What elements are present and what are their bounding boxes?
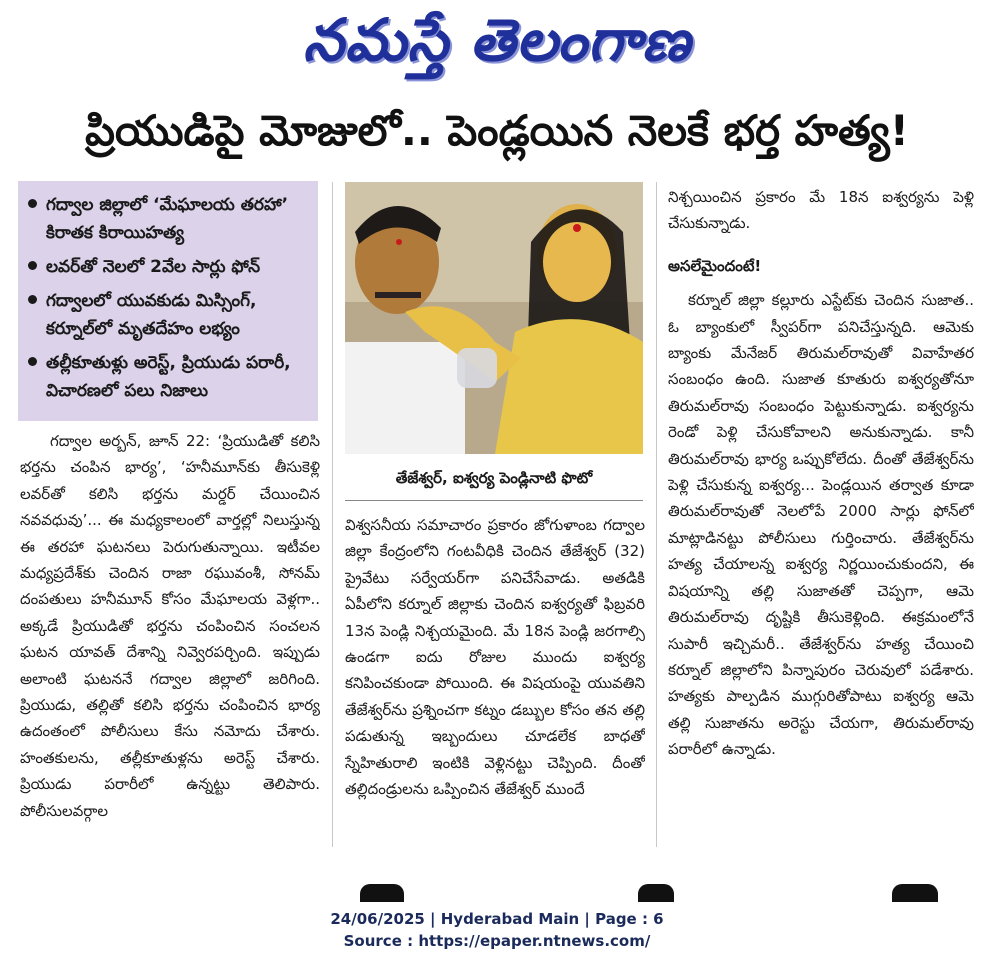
column3-paragraph-1: నిశ్చయించిన ప్రకారం మే 18న ఐశ్వర్యను పెళ్లి చేసుకున్నాడు. <box>668 188 974 233</box>
highlight-text: తల్లీకూతుళ్లు అరెస్ట్, ప్రియుడు పరారీ, విచారణలో పలు నిజాలు <box>46 353 291 401</box>
masthead <box>0 0 994 88</box>
highlight-item <box>28 253 310 281</box>
footer-source: Source : https://epaper.ntnews.com/ <box>343 932 651 950</box>
highlights-list <box>28 191 310 405</box>
bullet-icon <box>28 295 37 304</box>
bullet-icon <box>28 261 37 270</box>
highlight-item <box>28 287 310 343</box>
article-headline: ప్రియుడిపై మోజులో.. పెండ్లయిన నెలకే భర్త హత్య! <box>85 106 909 155</box>
column-divider <box>656 182 657 847</box>
column3-paragraph-2: కర్నూల్ జిల్లా కల్లూరు ఎస్టేట్‌కు చెందిన సుజాత.. ఓ బ్యాంకులో స్వీపర్‌గా పనిచేస్తున్నది. ఆమెకు బ్యాంకు మేనేజర్ తిరుమల్‌రావుతో వివాహేతర సంబంధం ఉంది. సుజాత కూతురు ఐశ్వర్యతోనూ తిరుమల్‌రావు సంబంధం పెట్టుకున్నాడు. ఐశ్వర్యను రెండో పెళ్లి చేసుకోవాలని అనుకున్నాడు. కానీ తిరుమల్‌రావు భార్య ఒప్పుకోలేదు. దీంతో తేజేశ్వర్‌ను పెళ్లి చేసుకున్న ఐశ్వర్య... పెండ్లయిన తర్వాత కూడా తిరుమల్‌రావుతో నెలలోపే 2000 సార్లు ఫోన్‌లో మాట్లాడినట్టు పోలీసులు గుర్తించారు. తేజేశ్వర్‌ను హత్య చేయాలన్న ఐశ్వర్య నిర్ణయించుకుందని, ఈ విషయాన్ని తల్లి సుజాతతో చెప్పగా, ఆమె తిరుమల్‌రావు దృష్టికి తీసుకెళ్లింది. ఈక్రమంలోనే సుపారీ ఇచ్చిమరీ.. తేజేశ్వర్‌ను హత్య చేయించి కర్నూల్ జిల్లాలోని పిన్నాపురం చెరువులో పడేశారు. హత్యకు పాల్పడిన ముగ్గురితోపాటు ఐశ్వర్య ఆమె తల్లి సుజాతను అరెస్టు చేయగా, తిరుమల్‌రావు పరారీలో ఉన్నాడు. <box>668 291 974 759</box>
article-column-3 <box>668 184 974 844</box>
wedding-photo <box>345 182 643 454</box>
article-column-2: విశ్వసనీయ సమాచారం ప్రకారం జోగుళాంబ గద్వాల జిల్లా కేంద్రంలోని గంటవీధికి చెందిన తేజేశ్వర్ (32) ప్రైవేటు సర్వేయర్‌గా పనిచేసేవాడు. అతడికి ఏపీలోని కర్నూల్ జిల్లాకు చెందిన ఐశ్వర్యతో ఫిబ్రవరి 13న పెండ్లి నిశ్చయమైంది. మే 18న పెండ్లి జరగాల్సి ఉండగా ఐదు రోజుల ముందు ఐశ్వర్య కనిపించకుండా పోయింది. ఈ విషయంపై యువతిని తేజేశ్వర్‌ను ప్రశ్నించగా కట్నం డబ్బుల కోసం తన తల్లి పడుతున్న ఇబ్బందులు చూడలేక బాధతో స్నేహితురాలి ఇంటికి వెళ్లినట్టు చెప్పింది. దీంతో తల్లిదండ్రులను ఒప్పించిన తేజేశ్వర్ ముందే <box>345 516 645 799</box>
highlights-box <box>18 181 318 421</box>
cropped-mark <box>360 884 404 902</box>
cropped-mark <box>892 884 938 902</box>
footer-date-edition: 24/06/2025 | Hyderabad Main | Page : 6 <box>330 910 664 928</box>
masthead-logo: నమస్తే తెలంగాణ <box>303 6 691 74</box>
highlight-item <box>28 191 310 247</box>
bullet-icon <box>28 357 37 366</box>
bullet-icon <box>28 199 37 208</box>
column3-subheading: అసలేమైందంటే! <box>668 256 762 275</box>
page-footer <box>0 908 994 952</box>
highlight-text: గద్వాల జిల్లాలో ‘మేఘాలయ తరహా’ కిరాతక కిరాయిహత్య <box>46 195 289 243</box>
caption-divider <box>345 500 643 501</box>
article-column-1: గద్వాల అర్బన్, జూన్ 22: ‘ప్రియుడితో కలిసి భర్తను చంపిన భార్య’, ‘హనీమూన్‌కు తీసుకెళ్లి లవర్‌తో కలిసి భర్తను మర్డర్ చేయించిన నవవధువు’... ఈ మధ్యకాలంలో వార్తల్లో నిలుస్తున్న ఈ తరహా ఘటనలు పెరుగుతున్నాయి. ఇటీవల మధ్యప్రదేశ్‌కు చెందిన రాజా రఘువంశీ, సోనమ్ దంపతులు హనీమూన్ కోసం మేఘాలయ వెళ్లగా.. అక్కడే ప్రియుడితో భర్తను చంపించిన సంచలన ఘటన యావత్ దేశాన్ని నివ్వెరపర్చింది. ఇప్పుడు అలాంటి ఘటననే గద్వాల జిల్లాలో జరిగింది. ప్రియుడు, తల్లితో కలిసి భర్తను చంపించిన భార్య ఉదంతంలో పోలీసులు కేసు నమోదు చేశారు. హంతకులను, తల్లీకూతుళ్లను అరెస్ట్ చేశారు. ప్రియుడు పరారీలో ఉన్నట్టు తెలిపారు. పోలీసులవర్గాల <box>20 432 320 820</box>
highlight-text: గద్వాలలో యువకుడు మిస్సింగ్, కర్నూల్‌లో మృతదేహం లభ్యం <box>46 291 257 339</box>
photo-illustration <box>345 182 643 454</box>
highlight-item <box>28 349 310 405</box>
photo-caption: తేజేశ్వర్, ఐశ్వర్య పెండ్లినాటి ఫొటో <box>395 469 593 487</box>
highlight-text: లవర్‌తో నెలలో 2వేల సార్లు ఫోన్ <box>46 257 261 277</box>
column-divider <box>332 182 333 847</box>
cropped-mark <box>638 884 674 902</box>
